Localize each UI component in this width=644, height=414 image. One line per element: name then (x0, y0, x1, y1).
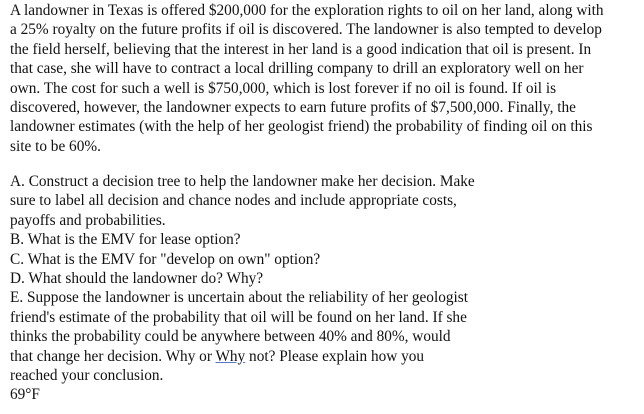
question-line: payoffs and probabilities. (10, 211, 166, 229)
intro-line: site to be 60%. (10, 137, 101, 155)
question-line: C. What is the EMV for "develop on own" option? (10, 250, 321, 268)
question-line-why (10, 347, 475, 366)
intro-line: own. The cost for such a well is $750,000, which is lost forever if no oil is found. If oil is (10, 79, 557, 97)
question-line: thinks the probability could be anywhere between 40% and 80%, would (10, 328, 451, 346)
question-line: D. What should the landowner do? Why? (10, 270, 264, 288)
question-line: reached your conclusion. (10, 367, 164, 385)
intro-line: the field herself, believing that the interest in her land is a good indication that oil is present. In (10, 40, 592, 58)
question-line: B. What is the EMV for lease option? (10, 231, 241, 249)
why-line-before: that change her decision. Why or (10, 347, 216, 365)
question-line: friend's estimate of the probability that oil will be found on her land. If she (10, 308, 467, 326)
question-line: A. Construct a decision tree to help the landowner make her decision. Make (10, 173, 475, 190)
question-line: sure to label all decision and chance nodes and include appropriate costs, (10, 192, 457, 210)
why-line-after: not? Please explain how you (245, 347, 425, 365)
intro-line: landowner estimates (with the help of her geologist friend) the probability of finding oil on this (10, 118, 593, 136)
intro-line: a 25% royalty on the future profits if oil is discovered. The landowner is also tempted to develop (10, 21, 602, 39)
question-list (10, 172, 475, 405)
intro-line: discovered, however, the landowner expects to earn future profits of $7,500,000. Finally, the (10, 99, 576, 117)
question-line: E. Suppose the landowner is uncertain about the reliability of her geologist (10, 289, 468, 307)
intro-line: A landowner in Texas is offered $200,000 for the exploration rights to oil on her land, along with (10, 2, 604, 19)
temperature-readout: 69°F (10, 386, 40, 404)
underlined-why: Why (215, 347, 246, 365)
problem-statement (10, 1, 604, 156)
intro-line: that case, she will have to contract a local drilling company to drill an exploratory well on her (10, 60, 584, 78)
